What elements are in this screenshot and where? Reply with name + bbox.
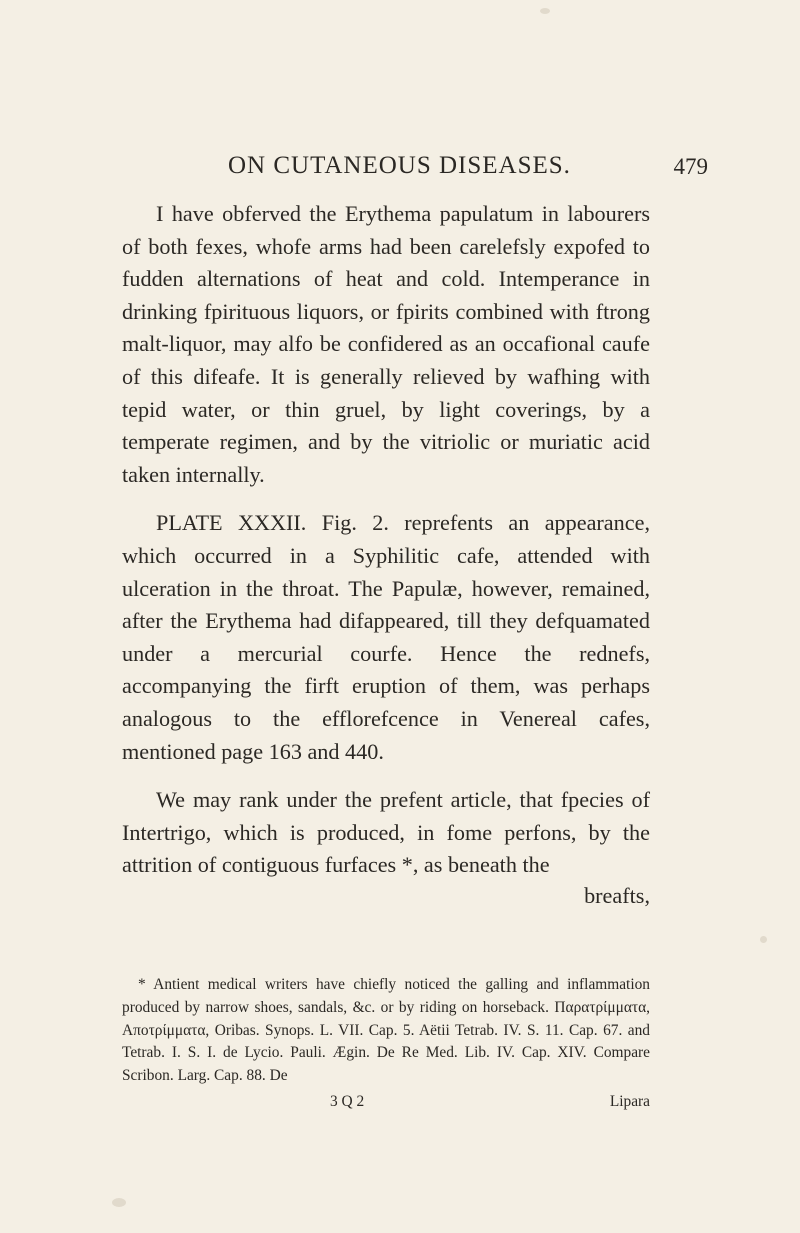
catchword: breafts, [584,882,650,908]
running-header [118,152,708,184]
printer-signature: 3 Q 2 [330,1093,365,1110]
paper-stain [540,8,550,14]
paragraph: We may rank under the prefent article, that fpecies of Intertrigo, which is produced, in fome perfons, by the attrition of contiguous furfaces *, as beneath the [122,787,650,878]
paper-stain [112,1198,126,1207]
footnote-text: * Antient medical writers have chiefly noticed the galling and inflammation produced by narrow shoes, sandals, &c. or by riding on horseback. Παρατρίμματα, Αποτρίμματα, Oribas. Synops. L. VII. Cap. 5. Aëtii Tetrab. IV. S. 11. Cap. 67. and Tetrab. I. S. I. de Lycio. Pauli. Ægin. De Re Med. Lib. IV. Cap. XIV. Compare Scribon. Larg. Cap. 88. De [122,976,650,1085]
paragraph: PLATE XXXII. Fig. 2. reprefents an appearance, which occurred in a Syphilitic cafe, attended with ulceration in the throat. The Papulæ, however, remained, after the Erythema had difappeared, till they defquamated under a mercurial courfe. Hence the rednefs, accompanying the firft eruption of them, was perhaps analogous to the efflorefcence in Venereal cafes, mentioned page 163 and 440. [122,510,650,764]
page-number: 479 [673,154,708,179]
footnote [122,974,650,1088]
signature-line [122,1093,650,1117]
body-text [122,198,650,912]
paragraph: I have obferved the Erythema papulatum in labourers of both fexes, whofe arms had been carelefsly expofed to fudden alternations of heat and cold. Intemperance in drinking fpirituous liquors, or fpirits combined with ftrong malt-liquor, may alfo be confidered as an occafional caufe of this difeafe. It is generally relieved by wafhing with tepid water, or thin gruel, by light coverings, by a temperate regimen, and by the vitriolic or muriatic acid taken internally. [122,201,650,487]
footnote-catchword: Lipara [609,1093,650,1110]
paper-stain [760,936,767,943]
running-title: ON CUTANEOUS DISEASES. [228,152,571,179]
